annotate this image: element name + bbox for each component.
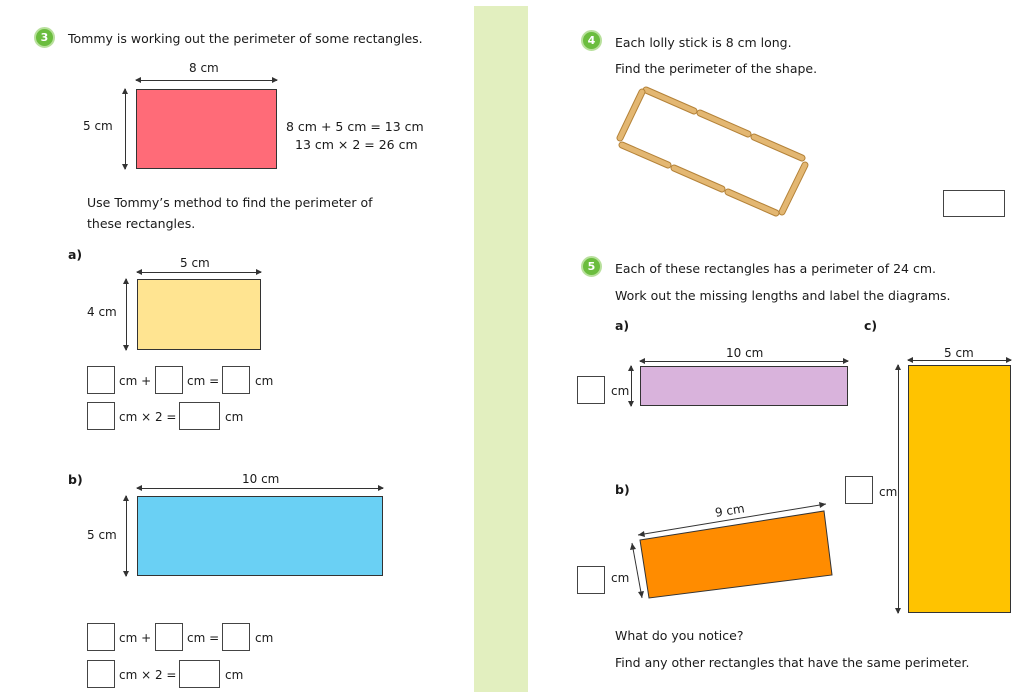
question-4-line-2: Find the perimeter of the shape.	[615, 61, 818, 76]
arrow-left-icon	[907, 357, 913, 363]
answer-box[interactable]	[155, 623, 183, 651]
arrow-right-icon	[1006, 357, 1012, 363]
arrow-down-icon	[123, 571, 129, 577]
part-a-top-dimension-line	[137, 272, 261, 273]
question-4-answer-box[interactable]	[943, 190, 1005, 217]
arrow-left-icon	[136, 269, 142, 275]
q5-part-c-label: c)	[864, 318, 878, 333]
page-gutter	[474, 6, 528, 692]
example-top-dimension-line	[136, 80, 277, 81]
example-top-label: 8 cm	[189, 61, 219, 75]
answer-box[interactable]	[87, 660, 115, 688]
lolly-stick	[754, 137, 802, 158]
eq-cm-plus: cm +	[119, 374, 152, 388]
part-a-top-label: 5 cm	[180, 256, 210, 270]
arrow-up-icon	[123, 278, 129, 284]
example-calc-line-2: 13 cm × 2 = 26 cm	[295, 137, 418, 152]
q5-part-a-unit: cm	[611, 384, 630, 398]
part-b-top-label: 10 cm	[242, 472, 280, 486]
arrow-left-icon	[135, 77, 141, 83]
q5-part-c-top-dimension-line	[908, 360, 1011, 361]
lolly-stick	[700, 113, 748, 134]
part-b-side-dimension-line	[126, 496, 127, 576]
arrow-left-icon	[638, 531, 645, 537]
example-side-dimension-line	[125, 89, 126, 169]
lolly-stick	[620, 92, 642, 138]
answer-box[interactable]	[179, 402, 220, 430]
q5-part-b-side-dimension-line	[632, 543, 642, 598]
part-a-label: a)	[68, 247, 83, 262]
arrow-down-icon	[638, 591, 644, 598]
q5-part-b-rectangle	[640, 511, 832, 598]
lolly-stick	[728, 192, 776, 213]
example-calc-line-1: 8 cm + 5 cm = 13 cm	[286, 119, 424, 134]
lolly-stick	[646, 90, 694, 111]
arrow-right-icon	[378, 485, 384, 491]
q5-part-b-diagram	[628, 500, 838, 602]
eq-cm-times: cm × 2 =	[119, 668, 177, 682]
lolly-stick	[674, 168, 722, 189]
answer-box[interactable]	[87, 366, 115, 394]
q5-part-a-top-label: 10 cm	[726, 346, 764, 360]
answer-box[interactable]	[87, 402, 115, 430]
arrow-up-icon	[122, 88, 128, 94]
eq-cm-equals: cm =	[187, 631, 220, 645]
q5-part-a-rectangle	[640, 366, 848, 406]
q5-part-c-answer-box[interactable]	[845, 476, 873, 504]
question-5-line-2: Work out the missing lengths and label the diagrams.	[615, 288, 951, 303]
part-b-side-label: 5 cm	[87, 528, 117, 542]
q5-part-a-side-dimension-line	[631, 366, 632, 406]
arrow-up-icon	[895, 364, 901, 370]
answer-box[interactable]	[87, 623, 115, 651]
find-other-rectangles: Find any other rectangles that have the same perimeter.	[615, 655, 970, 670]
eq-cm: cm	[225, 410, 244, 424]
question-5-badge: 5	[581, 256, 602, 277]
question-3-badge: 3	[34, 27, 55, 48]
arrow-left-icon	[639, 358, 645, 364]
arrow-down-icon	[123, 345, 129, 351]
part-b-rectangle	[137, 496, 383, 576]
eq-cm: cm	[255, 631, 274, 645]
question-3-prompt: Tommy is working out the perimeter of some rectangles.	[68, 31, 423, 46]
eq-cm-plus: cm +	[119, 631, 152, 645]
arrow-up-icon	[123, 495, 129, 501]
eq-cm: cm	[225, 668, 244, 682]
q5-part-b-top-label: 9 cm	[714, 501, 746, 520]
part-a-side-dimension-line	[126, 279, 127, 350]
q5-part-a-label: a)	[615, 318, 630, 333]
arrow-right-icon	[843, 358, 849, 364]
question-5-line-1: Each of these rectangles has a perimeter of 24 cm.	[615, 261, 936, 276]
q5-part-a-answer-box[interactable]	[577, 376, 605, 404]
arrow-right-icon	[256, 269, 262, 275]
eq-cm: cm	[255, 374, 274, 388]
example-side-label: 5 cm	[83, 119, 113, 133]
lolly-stick-shape	[610, 80, 820, 225]
q5-part-b-label: b)	[615, 482, 630, 497]
arrow-up-icon	[630, 543, 636, 550]
answer-box[interactable]	[222, 623, 250, 651]
eq-cm-times: cm × 2 =	[119, 410, 177, 424]
part-a-rectangle	[137, 279, 261, 350]
arrow-right-icon	[819, 502, 826, 508]
q5-part-a-top-dimension-line	[640, 361, 848, 362]
arrow-left-icon	[136, 485, 142, 491]
answer-box[interactable]	[155, 366, 183, 394]
question-4-badge: 4	[581, 30, 602, 51]
eq-cm-equals: cm =	[187, 374, 220, 388]
arrow-up-icon	[628, 365, 634, 371]
lolly-stick	[622, 145, 668, 165]
answer-box[interactable]	[179, 660, 220, 688]
answer-box[interactable]	[222, 366, 250, 394]
q5-part-b-unit: cm	[611, 571, 630, 585]
example-rectangle	[136, 89, 277, 169]
q5-part-c-rectangle	[908, 365, 1011, 613]
q5-part-b-answer-box[interactable]	[577, 566, 605, 594]
q5-part-c-top-label: 5 cm	[944, 346, 974, 360]
part-b-label: b)	[68, 472, 83, 487]
part-b-top-dimension-line	[137, 488, 383, 489]
q5-part-c-side-dimension-line	[898, 365, 899, 613]
notice-question: What do you notice?	[615, 628, 744, 643]
q5-part-c-unit: cm	[879, 485, 898, 499]
instruction-line-1: Use Tommy’s method to find the perimeter of	[87, 195, 373, 210]
arrow-down-icon	[628, 401, 634, 407]
instruction-line-2: these rectangles.	[87, 216, 196, 231]
part-a-side-label: 4 cm	[87, 305, 117, 319]
question-4-line-1: Each lolly stick is 8 cm long.	[615, 35, 792, 50]
arrow-down-icon	[122, 164, 128, 170]
arrow-right-icon	[272, 77, 278, 83]
arrow-down-icon	[895, 608, 901, 614]
lolly-stick	[782, 165, 805, 212]
